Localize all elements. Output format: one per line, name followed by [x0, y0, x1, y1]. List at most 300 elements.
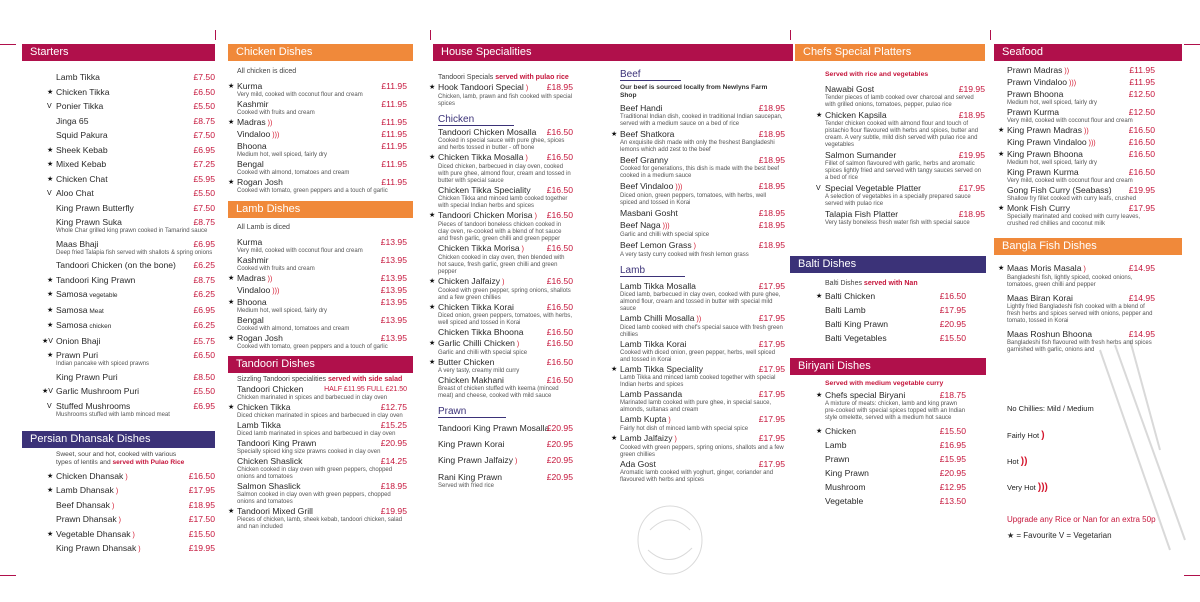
- item-name: Jinga 65: [56, 115, 89, 126]
- menu-item-row: [47, 173, 215, 185]
- item-name: Bhoona: [237, 297, 267, 307]
- menu-item: [1007, 107, 1155, 125]
- item-price: £5.50: [193, 386, 215, 396]
- item-description: Diced lamb, barbecued in clay oven, cooked with pure ghee, almond flour, cream and tossed in butter with special mild sauce: [620, 292, 781, 312]
- favourite-icon: ★: [228, 335, 235, 342]
- item-price: £20.95: [546, 439, 573, 449]
- menu-item-row: [438, 472, 573, 483]
- item-suffix: chicken: [87, 323, 112, 330]
- menu-item: [47, 274, 215, 286]
- menu-item-row: [438, 439, 573, 450]
- item-name: Ada Gost: [620, 459, 656, 469]
- item-description: Specially spiced king size prawns cooked in clay oven: [237, 449, 381, 455]
- favourite-icon: ★: [816, 428, 823, 435]
- item-name: Vegetable: [825, 496, 864, 506]
- item-price: £13.95: [380, 285, 407, 295]
- chili-icon: ))): [1069, 80, 1077, 87]
- menu-item-row: [611, 433, 785, 445]
- menu-item-row: [429, 210, 573, 222]
- favourite-icon: ★: [47, 88, 54, 96]
- menu-item-row: [825, 468, 966, 479]
- menu-item: [438, 439, 573, 450]
- menu-item: [620, 103, 785, 128]
- item-name: Chicken Tikka Korai: [438, 302, 514, 312]
- item-price: £16.50: [1128, 137, 1155, 147]
- hook-item: [429, 82, 573, 108]
- item-name: Salmon Shaslick: [237, 481, 301, 491]
- chili-icon: ))): [675, 184, 683, 191]
- menu-item: [825, 209, 985, 227]
- menu-item-row: [56, 217, 215, 228]
- item-description: A selection of vegetables in a specially prepared sauce served with pulao rice: [825, 194, 971, 207]
- item-price: £14.25: [380, 456, 407, 466]
- item-price: £11.95: [381, 81, 407, 91]
- item-description: Cooked with fruits and cream: [237, 266, 315, 272]
- biriyani-list: [790, 426, 986, 507]
- item-name: Vegetable Dhansak: [56, 528, 131, 539]
- menu-item: [611, 433, 785, 459]
- dhansak-intro-red: served with Pulao Rice: [112, 458, 185, 466]
- menu-item: [429, 210, 573, 243]
- item-name: Chicken Tikka Mosalla: [438, 152, 524, 162]
- menu-item-row: [47, 101, 215, 112]
- vegetarian-icon: V: [47, 103, 52, 110]
- item-name: King Prawn Vindaloo: [1007, 137, 1087, 147]
- item-name: Balti Chicken: [825, 291, 876, 301]
- item-price: £6.50: [193, 86, 215, 97]
- item-price: £16.50: [546, 210, 573, 220]
- item-price: £16.50: [546, 127, 573, 137]
- menu-item: [438, 243, 573, 276]
- item-name: Prawn Kurma: [1007, 107, 1060, 117]
- chili-icon: )): [267, 120, 273, 127]
- menu-item-row: [228, 273, 407, 285]
- item-name: Onion Bhaji: [56, 335, 101, 346]
- menu-item: [56, 260, 215, 271]
- item-name: King Prawn Dhansak: [56, 543, 137, 553]
- item-price: £17.95: [758, 364, 785, 374]
- menu-item-row: [47, 274, 215, 286]
- item-name: Balti Vegetables: [825, 333, 887, 343]
- menu-item: [42, 335, 215, 347]
- favourite-icon: ★: [429, 359, 436, 366]
- menu-item: [56, 72, 215, 83]
- fold-mark: [430, 30, 431, 40]
- item-price: £13.95: [380, 273, 407, 283]
- menu-item-row: [47, 159, 215, 170]
- tandoori-chicken-item: [228, 384, 413, 402]
- chili-icon: ))): [272, 132, 280, 139]
- item-price: £18.95: [188, 499, 215, 510]
- item-price: £18.95: [758, 220, 785, 230]
- menu-item-row: [47, 289, 215, 301]
- fold-mark: [0, 44, 16, 45]
- menu-item: [56, 500, 215, 512]
- menu-item-row: [825, 333, 966, 344]
- favourite-icon: ★: [47, 530, 54, 538]
- item-price: £12.75: [380, 402, 407, 412]
- menu-item: [825, 468, 966, 479]
- menu-item: [237, 159, 407, 177]
- chefs-list: [795, 84, 985, 227]
- item-description: Chicken cooked in clay oven with green peppers, chopped onions and tomatoes: [237, 467, 393, 480]
- item-price: £17.95: [758, 459, 785, 469]
- menu-item-row: [825, 454, 966, 465]
- menu-item: [47, 188, 215, 199]
- menu-item: [816, 426, 966, 437]
- item-price: £6.95: [193, 144, 215, 155]
- menu-item: [611, 129, 785, 154]
- item-name: Beef Shatkora: [620, 129, 675, 139]
- item-description: Cooked with almond, tomatoes and cream: [237, 170, 350, 176]
- item-price: £6.25: [193, 320, 215, 330]
- item-description: Diced chicken marinated in spices and barbecued in clay oven: [237, 413, 403, 419]
- item-price: £14.95: [1128, 263, 1155, 273]
- menu-item: [620, 155, 785, 180]
- item-name: Madras: [237, 273, 266, 283]
- item-name: King Prawn Puri: [56, 371, 118, 382]
- menu-item-row: [429, 152, 573, 164]
- item-price: £13.95: [380, 333, 407, 343]
- item-name: Prawn Bhoona: [1007, 89, 1064, 99]
- menu-item-row: [620, 313, 785, 325]
- item-price: £18.95: [958, 209, 985, 219]
- item-name: Monk Fish Curry: [1007, 203, 1071, 213]
- item-price: £6.95: [193, 304, 215, 315]
- menu-item-row: [1007, 185, 1155, 196]
- house-chicken-subheader: Chicken: [438, 114, 514, 126]
- menu-item: [816, 183, 985, 208]
- menu-item: [620, 313, 785, 339]
- item-name: Chicken: [825, 426, 857, 436]
- menu-item-row: [816, 291, 966, 302]
- starters-header: Starters: [22, 44, 215, 61]
- chili-icon: )): [267, 276, 273, 283]
- spice-sketch-icon: [630, 490, 710, 580]
- item-name: Rogan Josh: [237, 177, 283, 187]
- item-name: Beef Handi: [620, 103, 663, 113]
- item-name: Maas Roshun Bhoona: [1007, 329, 1093, 339]
- chili-icon: )): [1084, 128, 1089, 135]
- item-price: £5.95: [193, 173, 215, 184]
- fold-mark: [790, 30, 791, 40]
- item-description: Pieces of tandoori boneless chicken cooked in clay oven, re-cooked with a blend of hot sauce and fresh garlic, green chilli and green pepper: [438, 222, 562, 242]
- favourite-icon: ★: [228, 119, 235, 126]
- item-name: Beef Vindaloo: [620, 181, 674, 191]
- item-description: Cooked with almond, tomatoes and cream: [237, 326, 350, 332]
- item-name: King Prawn: [825, 468, 869, 478]
- item-price: £18.95: [758, 155, 785, 165]
- item-description: Garlic and chilli with special spice: [438, 350, 528, 356]
- menu-item: [825, 454, 966, 465]
- item-description: Very mild, cooked with coconut flour and cream: [1007, 118, 1133, 124]
- beef-note: Our beef is sourced locally from Newlyns Farm Shop: [620, 84, 768, 99]
- menu-item-row: [228, 177, 407, 188]
- menu-item-row: [237, 237, 407, 248]
- item-name: Vindaloo: [237, 285, 271, 295]
- item-description: Fairly hot dish of minced lamb with special spice: [620, 426, 749, 432]
- menu-item: [47, 289, 215, 301]
- item-description: Mushrooms stuffed with lamb minced meat: [56, 411, 170, 418]
- menu-item: [237, 438, 407, 456]
- lamb-dishes-intro: All Lamb is diced: [237, 224, 290, 231]
- menu-item-row: [237, 438, 407, 449]
- item-description: Cooked for generations, this dish is made with the best beef cooked in a medium sauce: [620, 166, 780, 179]
- house-prawn-subheader: Prawn: [438, 406, 506, 418]
- menu-item-row: [620, 389, 785, 400]
- item-name: King Prawn Butterfly: [56, 202, 134, 213]
- item-name: Lamb Kupta: [620, 414, 667, 424]
- item-description: Specially marinated and cooked with curry leaves, crushed red chillies and coconut milk: [1007, 214, 1141, 227]
- item-price: £16.50: [546, 357, 573, 367]
- menu-item: [620, 220, 785, 239]
- menu-item: [1007, 185, 1155, 203]
- item-name: King Prawn Madras: [1007, 125, 1082, 135]
- item-price: £19.95: [958, 150, 985, 160]
- chili-icon: ): [132, 531, 135, 539]
- item-description: Traditional Indian dish, cooked in traditional Indian saucepan, served with a medium sauce on a bed of rice: [620, 114, 783, 127]
- item-name: Maas Biran Korai: [1007, 293, 1073, 303]
- menu-item-row: [438, 423, 573, 434]
- balti-intro: [790, 280, 986, 288]
- item-description: Medium hot, well spiced, fairly dry: [237, 152, 328, 158]
- item-name: Lamb: [825, 440, 847, 450]
- item-description: Very mild, cooked with coconut flour and cream: [1007, 178, 1133, 184]
- chili-icon: ): [525, 85, 529, 92]
- menu-item-row: [816, 110, 985, 121]
- item-price: £13.95: [380, 255, 407, 265]
- item-price: £5.50: [193, 101, 215, 111]
- bangla-header: Bangla Fish Dishes: [994, 238, 1182, 255]
- menu-item-row: [816, 183, 985, 194]
- menu-item: [998, 203, 1155, 228]
- menu-item: [1007, 167, 1155, 185]
- chefs-intro: Served with rice and vegetables: [825, 71, 929, 78]
- menu-item-row: [56, 543, 215, 555]
- menu-item: [228, 333, 407, 351]
- chili-icon: )): [696, 316, 702, 323]
- item-name: Lamb Tikka Korai: [620, 339, 687, 349]
- menu-item: [56, 130, 215, 141]
- fold-mark: [215, 30, 216, 40]
- item-description: Chicken cooked in clay oven, then blended with hot sauce, fresh garlic, green chilli and green pepper: [438, 255, 565, 275]
- item-price: £18.95: [958, 110, 985, 120]
- item-suffix: vegetable: [87, 292, 118, 299]
- item-name: Chicken Tikka: [56, 86, 110, 97]
- menu-item-row: [237, 285, 407, 297]
- item-price: £19.95: [188, 543, 215, 553]
- item-price: £16.50: [1128, 125, 1155, 135]
- menu-item: [620, 389, 785, 414]
- item-description: Diced lamb cooked with chef's special sauce with fresh green chillies: [620, 325, 783, 338]
- menu-item: [47, 470, 215, 483]
- item-description: An exquisite dish made with only the freshest Bangladeshi lemons which add zest to the beef: [620, 140, 775, 153]
- item-price: £15.25: [380, 420, 407, 430]
- item-name: Tandoori King Prawn: [237, 438, 317, 448]
- item-name: Maas Bhaji: [56, 238, 99, 249]
- menu-item: [228, 273, 407, 285]
- favourite-icon: ★: [816, 392, 823, 399]
- menu-item: [620, 414, 785, 433]
- item-description: Tender chicken cooked with almond flour and touch of pistachio flour flavoured with herbs and spices, butter and cream. A very subtle, mild dish served with pulao rice and vegetables: [825, 121, 979, 148]
- menu-item: [228, 177, 407, 195]
- item-description: Lamb Tikka and minced lamb cooked together with special Indian herbs and spices: [620, 375, 776, 388]
- item-name: Kurma: [237, 81, 263, 91]
- menu-item: [620, 281, 785, 313]
- menu-item-row: [620, 103, 785, 114]
- item-description: Very mild, cooked with coconut flour and cream: [237, 92, 363, 98]
- item-price: £20.95: [546, 472, 573, 482]
- fold-mark: [1184, 44, 1200, 45]
- menu-item: [825, 440, 966, 451]
- item-name: Mushroom: [825, 482, 866, 492]
- menu-item-row: [825, 305, 966, 316]
- menu-item-row: [228, 402, 407, 413]
- menu-item-row: [429, 357, 573, 368]
- item-price: £7.50: [193, 130, 215, 140]
- house-intro-text: Tandoori Specials: [438, 74, 494, 81]
- item-price: £18.75: [939, 390, 966, 400]
- chili-icon: ))): [1088, 140, 1096, 147]
- menu-item: [825, 84, 985, 109]
- menu-item: [1007, 77, 1155, 89]
- item-price: £16.50: [188, 470, 215, 481]
- item-name: Samosa: [56, 320, 88, 330]
- item-description: A mixture of meats: chicken, lamb and king prawn pre-cooked with special spices topped with an Indian style omelette, served with a medium hot sauce: [825, 401, 966, 421]
- beef-list: [611, 103, 785, 259]
- item-name: Chicken Tikka: [237, 402, 291, 412]
- item-price: £17.95: [939, 305, 966, 315]
- menu-item-row: [620, 414, 785, 426]
- favourite-icon: ★: [47, 175, 54, 183]
- menu-item-row: [1007, 77, 1155, 89]
- item-price: £5.75: [193, 335, 215, 346]
- menu-item-row: [429, 82, 573, 94]
- menu-item-row: [816, 390, 966, 401]
- item-price: £6.25: [193, 289, 215, 299]
- menu-item: [237, 481, 407, 506]
- item-price: £6.95: [193, 238, 215, 249]
- item-price: £13.50: [939, 496, 966, 506]
- item-name: Tandoori Chicken Mosalla: [438, 127, 537, 137]
- item-name: Lamb Chilli Mosalla: [620, 313, 695, 323]
- item-name: Chicken Makhani: [438, 375, 504, 385]
- menu-item: [620, 339, 785, 364]
- item-description: Lightly fried Bangladeshi fish cooked with a blend of fresh herbs and spices served with onions, pepper and tomato, tossed in Korai: [1007, 304, 1153, 324]
- item-name: Lamb Tikka Mosalla: [620, 281, 696, 291]
- chili-icon: ): [1083, 266, 1086, 273]
- menu-item-row: [620, 339, 785, 350]
- item-description: Cooked with tomato, green peppers and a touch of garlic: [237, 344, 388, 350]
- item-description: Indian pancake with spiced prawns: [56, 361, 150, 367]
- chicken-dishes-intro: All chicken is diced: [237, 68, 297, 75]
- menu-item: [438, 375, 573, 400]
- menu-item-row: [825, 150, 985, 161]
- house-prawn-list: [438, 423, 573, 490]
- chili-icon: ): [668, 417, 671, 424]
- item-name: Tandoori Chicken (on the bone): [56, 260, 176, 270]
- item-description: Bangladeshi fish flavoured with fresh herbs and spices garnished with garlic, onions and: [1007, 340, 1152, 353]
- menu-item-row: [56, 203, 215, 214]
- menu-item: [438, 472, 573, 490]
- menu-item-row: [237, 420, 407, 431]
- menu-item-row: [56, 116, 215, 127]
- menu-item: [1007, 89, 1155, 107]
- house-intro-red: served with pulao rice: [495, 74, 569, 81]
- platters-column: [795, 44, 985, 228]
- menu-item-row: [620, 281, 785, 292]
- chili-icon: ): [534, 213, 537, 220]
- menu-item: [47, 86, 215, 98]
- item-name: Kashmir: [237, 255, 269, 265]
- item-price: £20.95: [546, 455, 573, 465]
- item-price: £14.95: [1128, 329, 1155, 339]
- item-description: Cooked with fruits and cream: [237, 110, 315, 116]
- favourite-icon: ★: [998, 151, 1005, 158]
- item-price: £18.95: [380, 481, 407, 491]
- item-name: Balti Lamb: [825, 305, 866, 315]
- item-price: £16.50: [546, 302, 573, 312]
- item-name: Aloo Chat: [56, 188, 94, 198]
- item-price: £8.75: [193, 217, 215, 227]
- menu-item: [42, 386, 215, 397]
- menu-item: [228, 297, 407, 315]
- favourite-icon: ★: [47, 487, 54, 494]
- menu-item: [429, 82, 573, 108]
- menu-item-row: [998, 125, 1155, 137]
- menu-item-row: [47, 188, 215, 199]
- item-price: £13.95: [380, 315, 407, 325]
- item-name: Beef Naga: [620, 220, 661, 230]
- item-description: Pieces of chicken, lamb, sheek kebab, tandoori chicken, salad and nan included: [237, 517, 403, 530]
- menu-item-row: [429, 338, 573, 350]
- menu-item: [228, 117, 407, 129]
- menu-item: [237, 129, 407, 141]
- item-price: £8.50: [193, 371, 215, 382]
- menu-item: [47, 144, 215, 156]
- balti-intro-red: served with Nan: [863, 280, 918, 287]
- item-price: £16.50: [546, 338, 573, 348]
- menu-item-row: [825, 482, 966, 493]
- balti-biriyani-column: [790, 256, 986, 510]
- menu-item: [237, 315, 407, 333]
- spice-none: No Chillies: Mild / Medium: [1007, 404, 1094, 413]
- item-name: Special Vegetable Platter: [825, 183, 922, 193]
- chili-icon: ): [521, 246, 525, 253]
- item-price: £19.95: [958, 84, 985, 94]
- tandoori-intro-text: Sizzling Tandoori specialities: [237, 376, 326, 383]
- item-name: Bengal: [237, 159, 264, 169]
- chili-icon: )): [1020, 456, 1028, 467]
- favourite-icon: ★V: [42, 337, 53, 345]
- seafood-list: [994, 65, 1182, 228]
- menu-item-row: [237, 141, 407, 152]
- menu-item-row: [47, 470, 215, 483]
- item-price: £17.95: [758, 414, 785, 424]
- legend: ★ = Favourite V = Vegetarian: [1007, 531, 1112, 540]
- menu-item: [56, 116, 215, 127]
- item-description: Medium hot, well spiced, fairly dry: [237, 308, 328, 314]
- item-name: Lamb Tikka: [56, 72, 100, 82]
- item-price: £15.50: [939, 333, 966, 343]
- menu-item-row: [825, 209, 985, 220]
- item-price: £12.50: [1128, 107, 1155, 117]
- favourite-icon: ★: [228, 179, 235, 186]
- menu-item: [47, 173, 215, 185]
- seafood-column: [994, 44, 1182, 540]
- fold-mark: [990, 30, 991, 40]
- chili-icon: ): [674, 436, 677, 443]
